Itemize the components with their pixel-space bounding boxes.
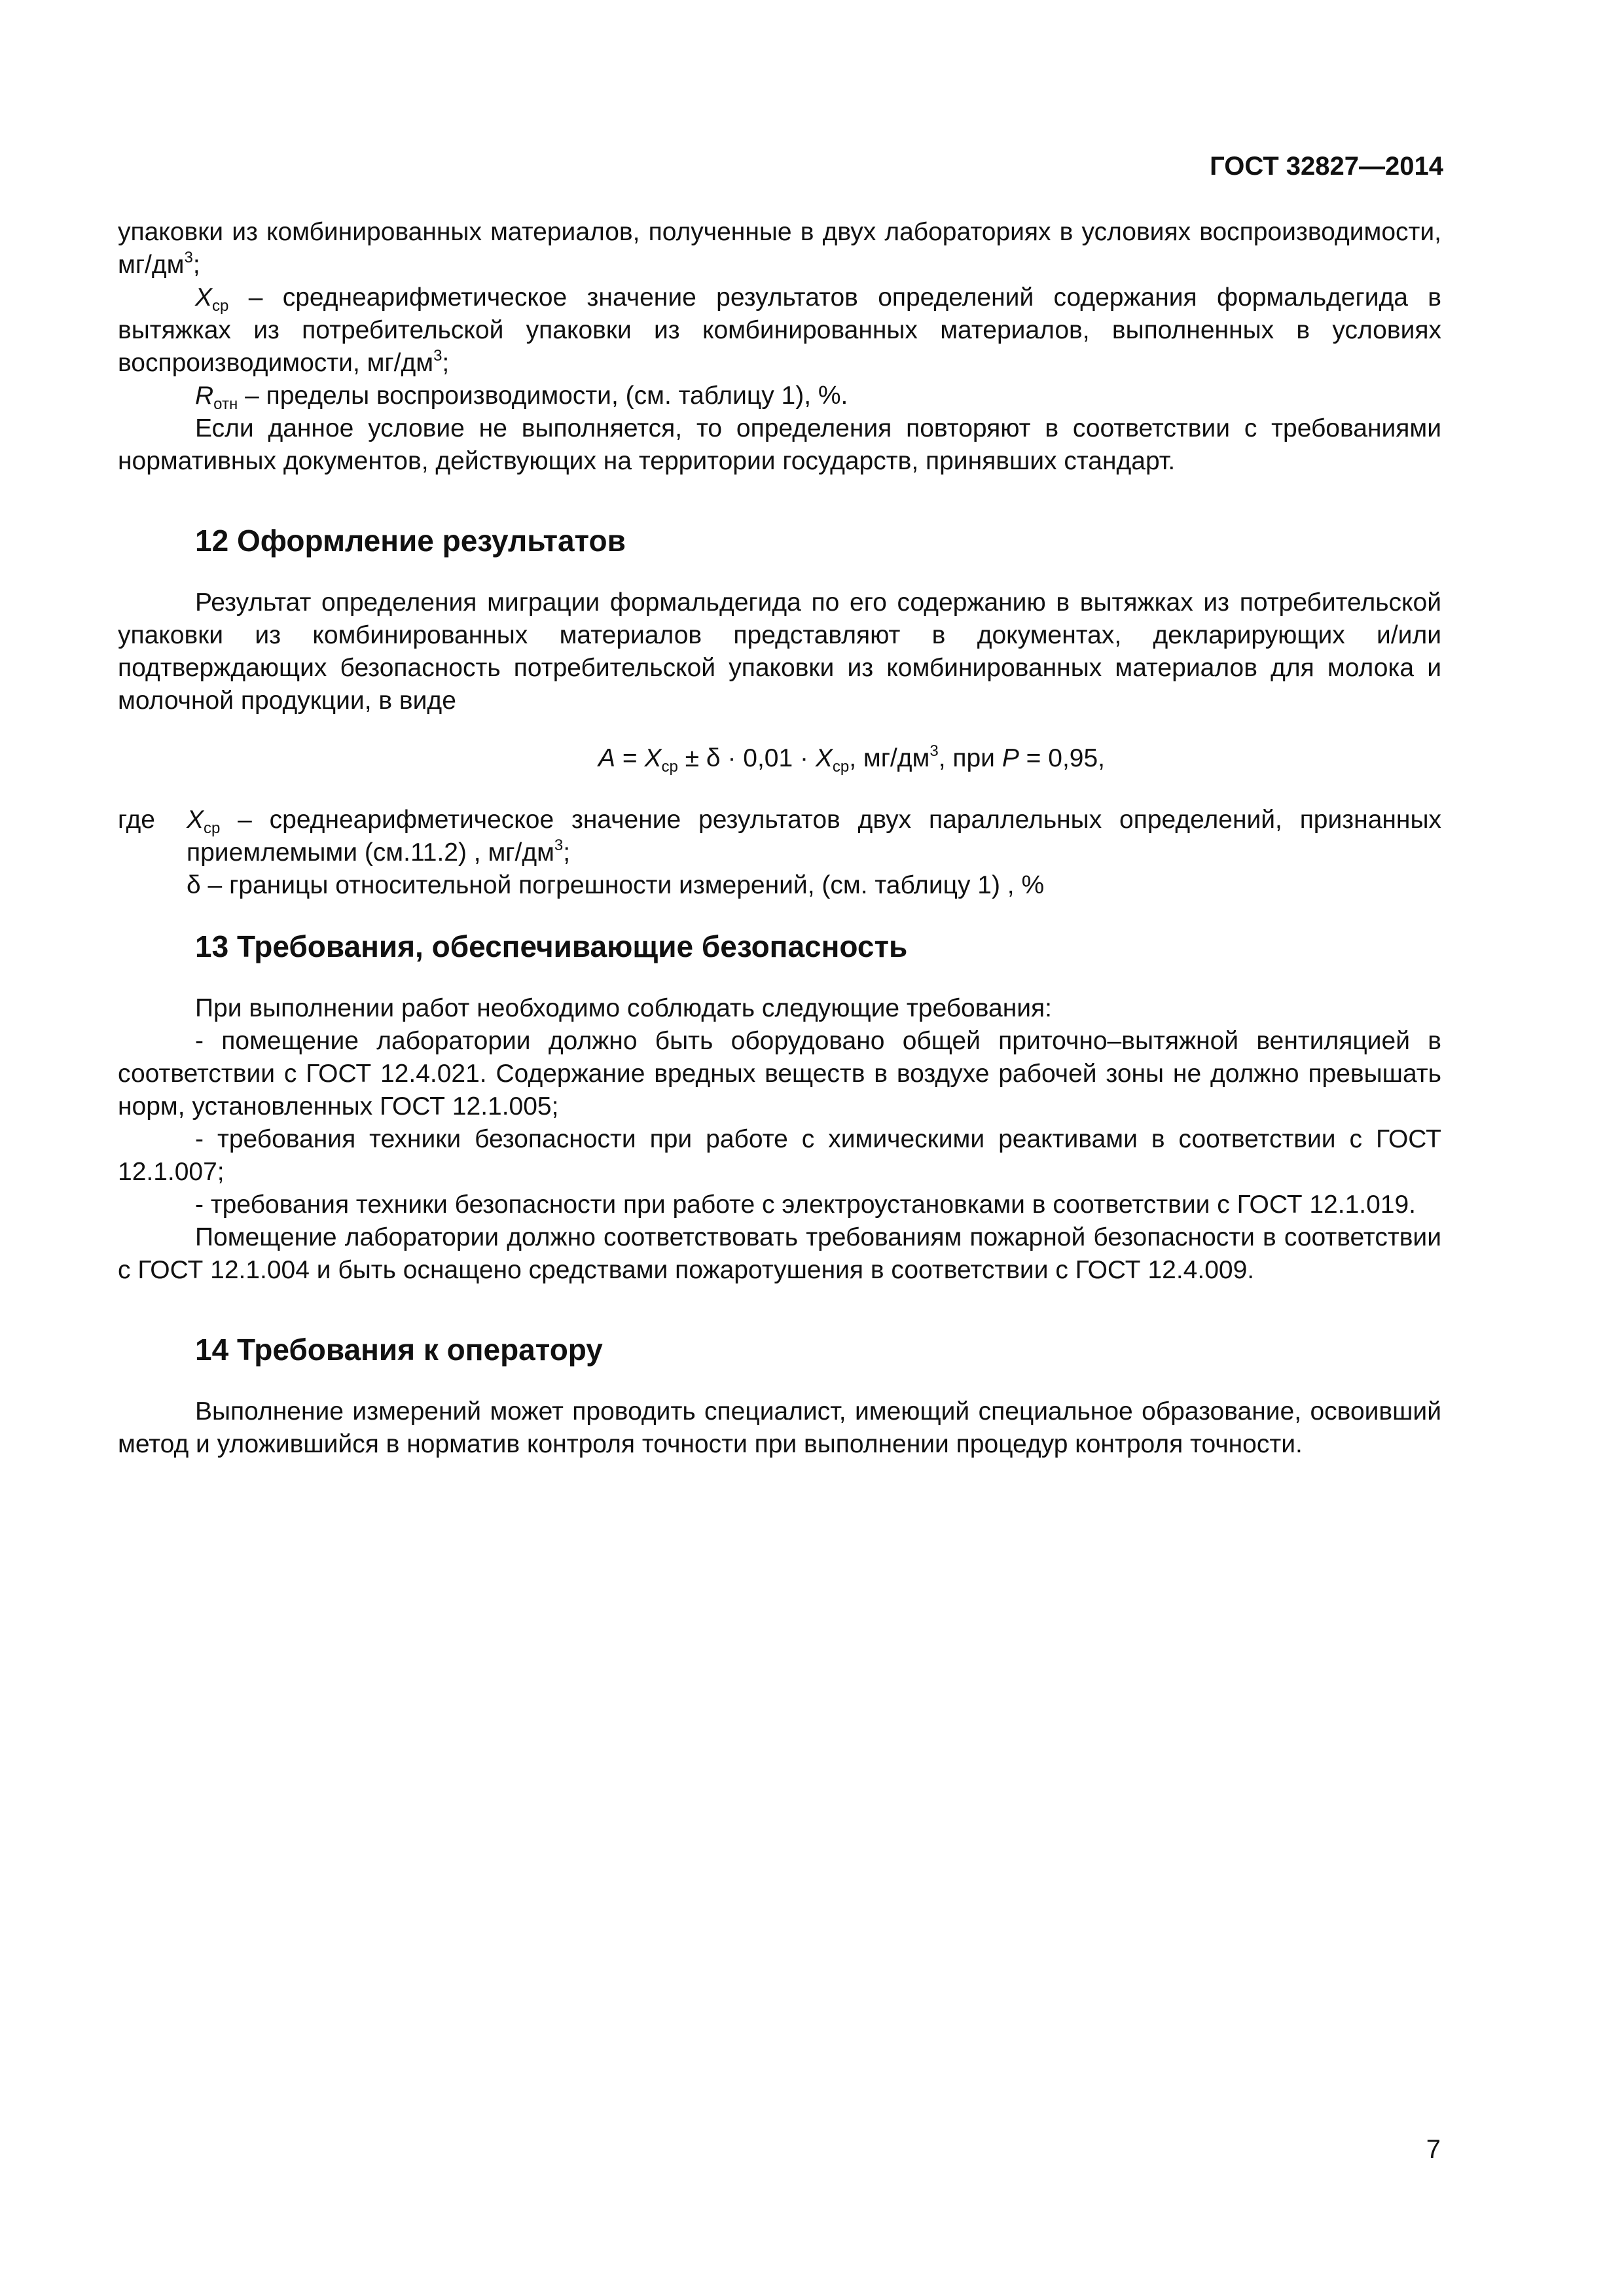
section-13-intro: При выполнении работ необходимо соблюдать следующие требования: — [195, 994, 1052, 1022]
continued-paragraph: упаковки из комбинированных материалов, полученные в двух лабораториях в условиях воспроизводимости, $мг/дм^3$; — [118, 218, 1441, 279]
where-delta: δ – границы относительной погрешности измерений, (см. таблицу 1) , % — [187, 871, 1045, 899]
r-definition: $R_{отн}$ – пределы воспроизводимости, (см. таблицу 1), %. — [195, 382, 848, 413]
xsr-definition: $X_{ср}$ – среднеарифметическое значение результатов определений содержания формальдегида в вытяжках из потребительской упаковки из комбинированных материалов, выполненных в условиях воспроизводимости, $мг/дм^3$; — [118, 283, 1441, 377]
repeat-paragraph: Если данное условие не выполняется, то определения повторяют в соответствии с требованиями нормативных документов, действующих на территории государств, принявших стандарт. — [118, 414, 1441, 475]
standard-number: ГОСТ 32827—2014 — [1210, 152, 1443, 181]
section-12-heading: 12 Оформление результатов — [195, 524, 626, 558]
fire-safety-paragraph: Помещение лаборатории должно соответствовать требованиям пожарной безопасности в соответствии с ГОСТ 12.1.004 и быть оснащено средствами пожаротушения в соответствии с ГОСТ 12.4.009. — [118, 1223, 1441, 1284]
where-label: где — [118, 806, 155, 834]
requirement-item: - помещение лаборатории должно быть оборудовано общей приточно–вытяжной вентиляцией в соответствии с ГОСТ 12.4.021. Содержание вредных веществ в воздухе рабочей зоны не должно превышать норм, установленных ГОСТ 12.1.005; — [118, 1027, 1441, 1121]
section-14-paragraph: Выполнение измерений может проводить специалист, имеющий специальное образование, освоивший метод и уложившийся в норматив контроля точности при выполнении процедур контроля точности. — [118, 1397, 1441, 1458]
section-13-heading: 13 Требования, обеспечивающие безопасность — [195, 929, 908, 963]
page-content — [118, 216, 1441, 1461]
section-12-paragraph: Результат определения миграции формальдегида по его содержанию в вытяжках из потребительской упаковки из комбинированных материалов представляют в документах, декларирующих и/или подтверждающих безопасность потребительской упаковки из комбинированных материалов для молока и молочной продукции, в виде — [118, 588, 1441, 715]
where-block — [118, 804, 1441, 902]
page-number: 7 — [1426, 2135, 1441, 2164]
section-14-heading: 14 Требования к оператору — [195, 1333, 603, 1367]
requirement-item: - требования техники безопасности при работе с химическими реактивами в соответствии с ГОСТ 12.1.007; — [118, 1125, 1441, 1186]
requirement-item: - требования техники безопасности при работе с электроустановками в соответствии с ГОСТ 12.1.019. — [195, 1191, 1416, 1219]
result-formula: $A = X_{ср} \pm \delta \cdot 0,01 \cdot X_{ср}$, $мг/дм^3$, при P = 0,95, — [598, 742, 1106, 776]
where-xsr: $X_{ср}$ – среднеарифметическое значение результатов двух параллельных определений, признанных приемлемыми (см.11.2) , $мг/дм^3$; — [187, 806, 1441, 867]
